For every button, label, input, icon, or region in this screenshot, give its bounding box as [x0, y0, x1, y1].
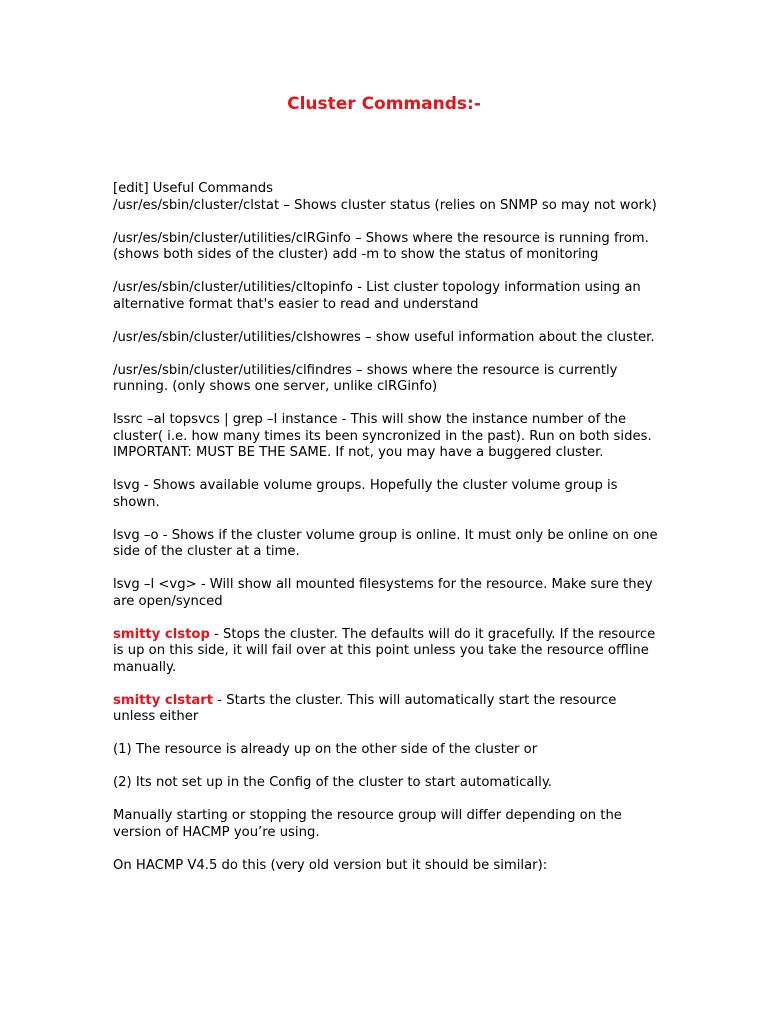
document-body [113, 181, 658, 891]
paragraph-lsvg-o: lsvg –o - Shows if the cluster volume group is online. It must only be online on one side of the cluster at a time. [113, 527, 658, 559]
hacmp-note: On HACMP V4.5 do this (very old version but it should be similar): [113, 857, 548, 873]
paragraph-lsvg-l: lsvg –l <vg> - Will show all mounted filesystems for the resource. Make sure they are open/synced [113, 577, 653, 609]
page-title: Cluster Commands:- [287, 94, 481, 114]
condition-2: (2) Its not set up in the Config of the cluster to start automatically. [113, 775, 552, 790]
clstop-command: smitty clstop [113, 626, 210, 642]
paragraph-clfindres: /usr/es/sbin/cluster/utilities/clfindres – shows where the resource is currently running. (only shows one server, unlike clRGinfo) [113, 362, 618, 394]
paragraph-clstart [113, 693, 658, 726]
paragraph-cltopinfo: /usr/es/sbin/cluster/utilities/cltopinfo - List cluster topology information using an alternative format that's easier to read and understand [113, 280, 641, 312]
paragraph-lsvg: lsvg - Shows available volume groups. Hopefully the cluster volume group is shown. [113, 478, 618, 510]
paragraph-clstat: /usr/es/sbin/cluster/clstat – Shows cluster status (relies on SNMP so may not work) [113, 197, 657, 213]
condition-1: (1) The resource is already up on the other side of the cluster or [113, 742, 538, 757]
paragraph-clshowres: /usr/es/sbin/cluster/utilities/clshowres – show useful information about the cluster. [113, 329, 655, 345]
clstop-description: - Stops the cluster. The defaults will do it gracefully. If the resource is up on this side, it will fail over at this point unless you take the resource offline manually. [113, 626, 656, 675]
paragraph-clstop [113, 627, 658, 677]
clstart-description: - Starts the cluster. This will automatically start the resource unless either [113, 692, 617, 724]
manual-note: Manually starting or stopping the resource group will differ depending on the version of HACMP you’re using. [113, 808, 622, 840]
paragraph-clrginfo: /usr/es/sbin/cluster/utilities/clRGinfo – Shows where the resource is running from. (shows both sides of the cluster) add -m to show the status of monitoring [113, 230, 649, 262]
clstart-command: smitty clstart [113, 692, 214, 708]
paragraph-lssrc: lssrc –al topsvcs | grep –I instance - This will show the instance number of the cluster( i.e. how many times its been syncronized in the past). Run on both sides. IMPORTANT: MUST BE THE SAME. If not, you may have a buggered cluster. [113, 412, 652, 460]
useful-commands-heading: [edit] Useful Commands [113, 181, 273, 196]
